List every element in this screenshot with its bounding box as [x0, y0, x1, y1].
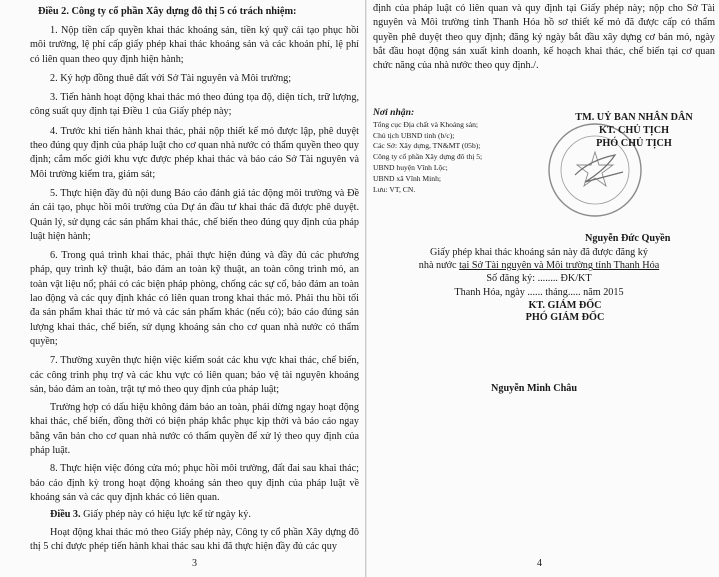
- article-2-item-4: 4. Trước khi tiến hành khai thác, phải nộp thiết kế mỏ được lập, phê duyệt theo đúng quy định của pháp luật cho cơ quan nhà nước có thẩm quyền theo quy định; cắm mốc giới khu vực được phép khai thác và báo cáo Sở Tài nguyên và Môi trường kiểm tra, giám sát;: [30, 125, 359, 180]
- document-page-right: [367, 0, 719, 577]
- article-2-item-7: 7. Thường xuyên thực hiện việc kiểm soát các khu vực khai thác, chế biến, các công trình phụ trợ và các khu vực có liên quan; bảo vệ tài nguyên khoáng sản, bảo đảm an toàn, trật tự mỏ theo quy định của pháp luật;: [30, 355, 359, 395]
- article-3-text: Giấy phép này có hiệu lực kể từ ngày ký.: [80, 509, 251, 521]
- recipient-item: UBND huyện Vĩnh Lộc;: [373, 162, 448, 172]
- signer-authority: KT. CHỦ TỊCH: [598, 125, 670, 136]
- director-title: PHÓ GIÁM ĐỐC: [525, 312, 605, 324]
- signer-name-2: Nguyễn Minh Châu: [491, 383, 578, 394]
- recipient-item: Các Sở: Xây dựng, TN&MT (05b);: [373, 141, 481, 151]
- page-number-right: 4: [537, 558, 542, 569]
- article-2-item-5: 5. Thực hiện đầy đủ nội dung Báo cáo đánh giá tác động môi trường và Đề án cải tạo, phục hồi môi trường của Dự án đầu tư khai thác đã được phê duyệt. Quản lý, sử dụng các sản phẩm khai thác, chế biến theo đúng quy định của pháp luật hiện hành;: [30, 187, 359, 242]
- recipient-item: Chủ tịch UBND tỉnh (b/c);: [373, 130, 455, 140]
- registration-note: [407, 246, 671, 299]
- recipient-item: Công ty cổ phần Xây dựng đô thị 5;: [373, 152, 483, 162]
- registration-date: Thanh Hóa, ngày ...... tháng..... năm 2015: [454, 286, 624, 298]
- recipients-title: Nơi nhận:: [373, 107, 415, 118]
- signer-title: PHÓ CHỦ TỊCH: [596, 138, 672, 149]
- article-2-item-6: 6. Trong quá trình khai thác, phải thực hiện đúng và đầy đủ các phương pháp, quy trình kỹ thuật, bảo đảm an toàn kỹ thuật, an toàn công trình mỏ, an toàn vật liệu nổ; phải có các biện pháp phòng, chống các sự cố, bảo đảm an toàn lao động và các quy định khác có liên quan trong khai thác mỏ. Phải thu hồi tối đa sản phẩm khai thác từ mỏ và các sản phẩm khác (nếu có); báo cáo đúng sản lượng khai thác, chế biến, sử dụng khoáng sản cho cơ quan nhà nước có thẩm quyền;: [30, 250, 359, 347]
- signer-org: TM. UỶ BAN NHÂN DÂN: [575, 112, 693, 123]
- article-3-label: Điều 3.: [50, 509, 81, 521]
- registration-line-2-underlined: tại Sở Tài nguyên và Môi trường tỉnh Thanh Hóa: [459, 260, 660, 272]
- recipient-item: Lưu: VT, CN.: [373, 184, 416, 194]
- signer-name-1: Nguyễn Đức Quyền: [585, 233, 671, 244]
- registration-line-2-prefix: nhà nước: [418, 260, 460, 272]
- director-authority: KT. GIÁM ĐỐC: [528, 300, 602, 311]
- article-3: [30, 508, 359, 522]
- recipient-item: UBND xã Vĩnh Minh;: [373, 173, 441, 183]
- article-3-paragraph: Hoạt động khai thác mỏ theo Giấy phép này, Công ty cổ phần Xây dựng đô thị 5 chỉ được phép tiến hành khai thác sau khi đã thực hiện đầy đủ các quy: [30, 526, 359, 552]
- signature-block-director: [485, 300, 645, 325]
- article-3-continuation: định của pháp luật có liên quan và quy định tại Giấy phép này; nộp cho Sở Tài nguyên và Môi trường tỉnh Thanh Hóa hồ sơ thiết kế mỏ đã được cấp có thẩm quyền phê duyệt theo quy định; đăng ký ngày bắt đầu xây dựng cơ bản mỏ, ngày bắt đầu hoạt động sản xuất kinh doanh, kế hoạch khai thác, chế biến tại cơ quan chức năng của nhà nước theo quy định./.: [373, 3, 715, 72]
- article-2-item-7-continued: Trường hợp có dấu hiệu không đảm bảo an toàn, phải dừng ngay hoạt động khai thác, chế biến, đồng thời có biện pháp khắc phục kịp thời và báo cáo ngay bằng văn bản cho cơ quan nhà nước có thẩm quyền để xử lý theo quy định của pháp luật.: [30, 402, 359, 457]
- article-2-item-1: 1. Nộp tiền cấp quyền khai thác khoáng sản, tiền ký quỹ cải tạo phục hồi môi trường, lệ phí cấp giấy phép khai thác khoáng sản và các khoản phí, lệ phí có liên quan theo quy định hiện hành;: [30, 25, 359, 65]
- registration-line-2: [407, 259, 671, 272]
- recipient-item: Tổng cục Địa chất và Khoáng sản;: [373, 119, 479, 129]
- signature-block-chairman: [553, 111, 715, 150]
- registration-number: Số đăng ký: ........ ĐK/KT: [486, 273, 592, 285]
- article-2-item-8: 8. Thực hiện việc đóng cửa mỏ; phục hồi môi trường, đất đai sau khai thác; báo cáo định kỳ trong hoạt động khoáng sản theo quy định của pháp luật về khoáng sản và các quy định khác có liên quan.: [30, 463, 359, 503]
- recipients-list: [373, 108, 533, 195]
- article-2-item-3: 3. Tiến hành hoạt động khai thác mỏ theo đúng tọa độ, diện tích, trữ lượng, công suất quy định tại Điều 1 của Giấy phép này;: [30, 92, 359, 118]
- page-number-left: 3: [192, 558, 197, 569]
- registration-line-1: Giấy phép khai thác khoáng sản này đã được đăng ký: [430, 247, 648, 258]
- article-2-heading: Điều 2. Công ty cổ phần Xây dựng đô thị 5 có trách nhiệm:: [38, 6, 297, 17]
- article-2-item-2: 2. Ký hợp đồng thuê đất với Sở Tài nguyên và Môi trường;: [50, 72, 292, 84]
